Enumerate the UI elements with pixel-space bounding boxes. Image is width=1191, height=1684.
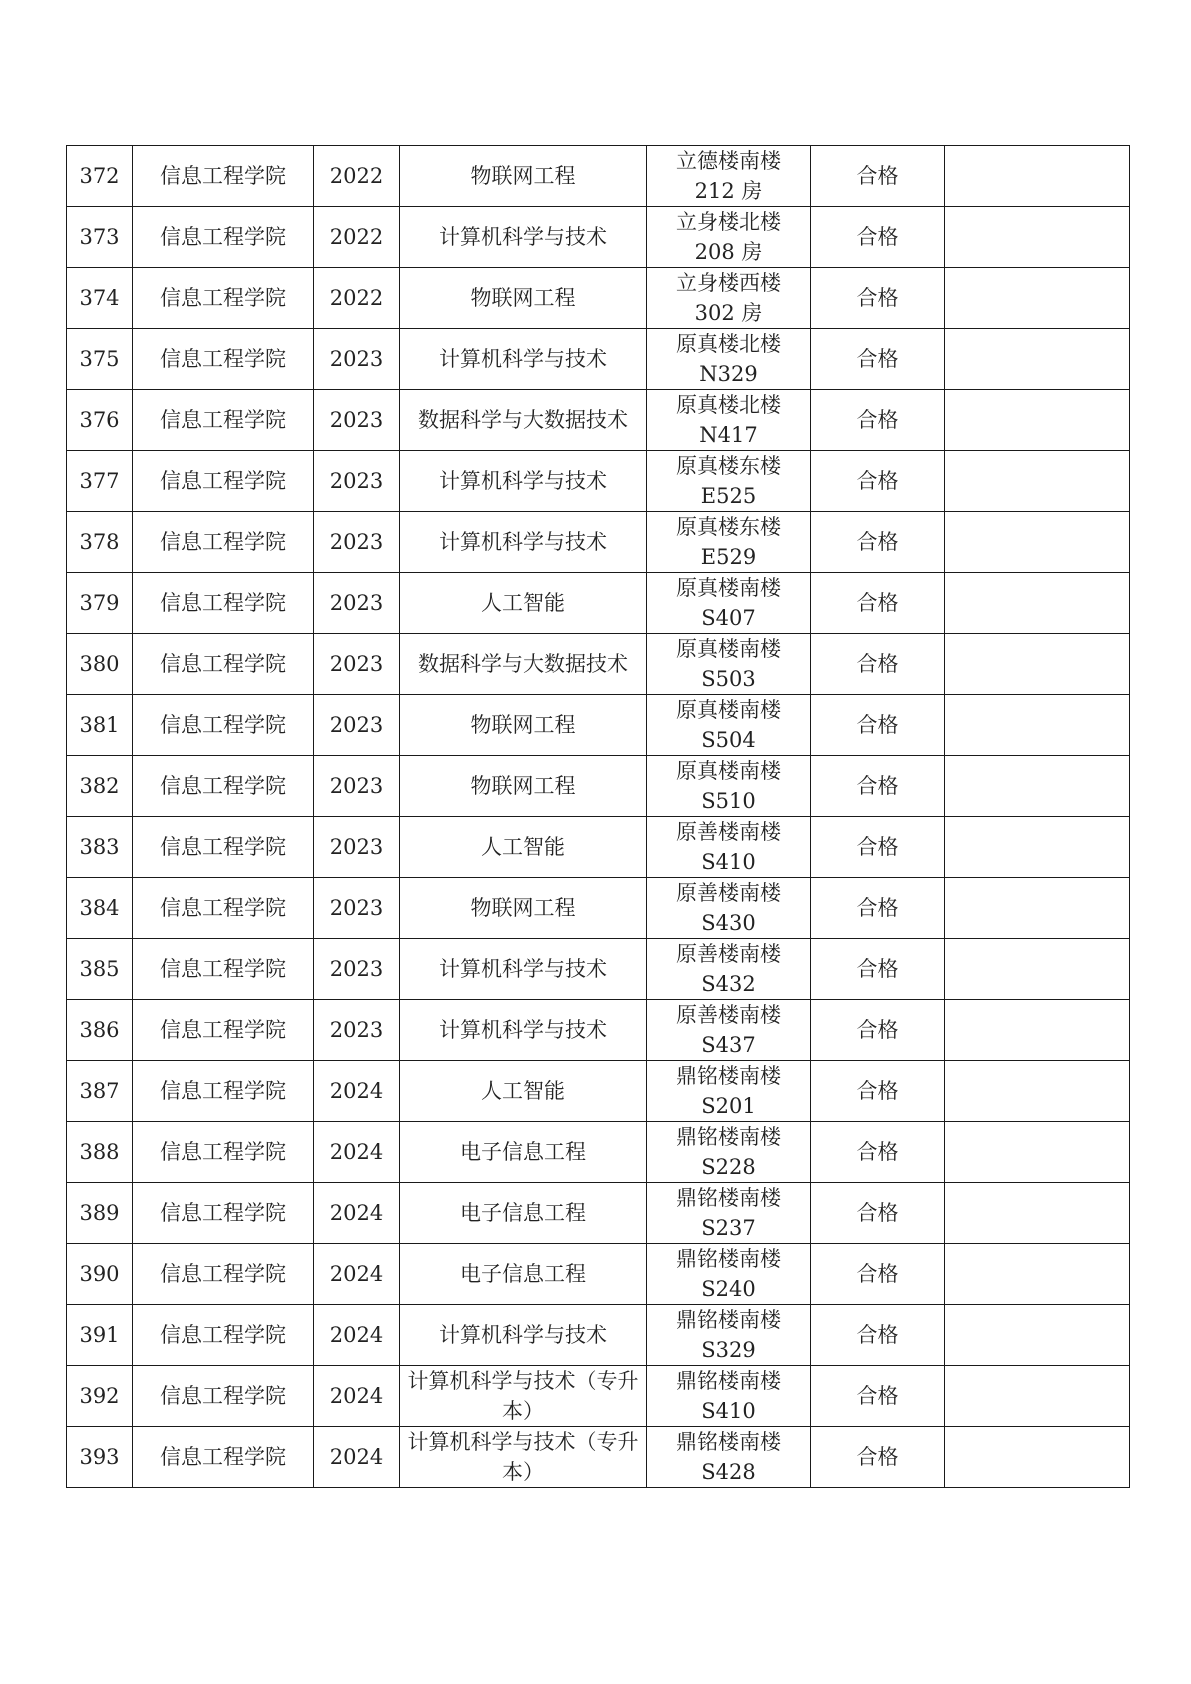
cell-number: 389 [67, 1183, 133, 1244]
cell-remark [945, 573, 1130, 634]
cell-result: 合格 [811, 1122, 945, 1183]
room-building: 原善楼南楼 [676, 820, 781, 844]
cell-college: 信息工程学院 [133, 695, 314, 756]
cell-college: 信息工程学院 [133, 1244, 314, 1305]
cell-year: 2023 [314, 512, 400, 573]
room-number: S430 [701, 911, 756, 935]
cell-year: 2024 [314, 1061, 400, 1122]
cell-room [647, 634, 811, 695]
room-building: 原善楼南楼 [676, 1003, 781, 1027]
cell-college: 信息工程学院 [133, 573, 314, 634]
table-row [67, 939, 1130, 1000]
cell-room [647, 390, 811, 451]
cell-remark [945, 329, 1130, 390]
cell-remark [945, 695, 1130, 756]
cell-major: 计算机科学与技术 [400, 1305, 647, 1366]
cell-number: 386 [67, 1000, 133, 1061]
room-building: 立身楼西楼 [676, 271, 781, 295]
cell-room [647, 146, 811, 207]
cell-major: 计算机科学与技术 [400, 939, 647, 1000]
cell-number: 382 [67, 756, 133, 817]
room-building: 鼎铭楼南楼 [676, 1125, 781, 1149]
cell-room [647, 1183, 811, 1244]
cell-number: 375 [67, 329, 133, 390]
cell-number: 385 [67, 939, 133, 1000]
room-number: S503 [701, 667, 756, 691]
cell-number: 376 [67, 390, 133, 451]
cell-room [647, 329, 811, 390]
cell-result: 合格 [811, 207, 945, 268]
cell-result: 合格 [811, 329, 945, 390]
cell-college: 信息工程学院 [133, 817, 314, 878]
cell-year: 2024 [314, 1305, 400, 1366]
cell-college: 信息工程学院 [133, 1305, 314, 1366]
cell-room [647, 1061, 811, 1122]
table-row [67, 207, 1130, 268]
room-building: 原真楼东楼 [676, 454, 781, 478]
cell-result: 合格 [811, 695, 945, 756]
room-number: S428 [701, 1460, 756, 1484]
cell-result: 合格 [811, 1000, 945, 1061]
cell-number: 378 [67, 512, 133, 573]
cell-major: 物联网工程 [400, 695, 647, 756]
room-building: 原真楼北楼 [676, 332, 781, 356]
cell-major: 计算机科学与技术 [400, 1000, 647, 1061]
cell-number: 387 [67, 1061, 133, 1122]
cell-major: 计算机科学与技术 [400, 329, 647, 390]
dormitory-inspection-table [66, 145, 1130, 1488]
cell-major: 物联网工程 [400, 146, 647, 207]
cell-year: 2023 [314, 1000, 400, 1061]
cell-year: 2023 [314, 878, 400, 939]
cell-year: 2024 [314, 1183, 400, 1244]
room-number: S504 [701, 728, 756, 752]
cell-major: 人工智能 [400, 1061, 647, 1122]
cell-remark [945, 939, 1130, 1000]
cell-remark [945, 817, 1130, 878]
room-building: 原真楼南楼 [676, 759, 781, 783]
cell-remark [945, 1366, 1130, 1427]
cell-year: 2023 [314, 573, 400, 634]
room-building: 鼎铭楼南楼 [676, 1186, 781, 1210]
cell-result: 合格 [811, 512, 945, 573]
table-row [67, 634, 1130, 695]
cell-remark [945, 756, 1130, 817]
cell-major: 电子信息工程 [400, 1183, 647, 1244]
room-number: S510 [701, 789, 756, 813]
room-building: 原真楼东楼 [676, 515, 781, 539]
cell-year: 2023 [314, 817, 400, 878]
cell-room [647, 573, 811, 634]
cell-result: 合格 [811, 1244, 945, 1305]
cell-result: 合格 [811, 451, 945, 512]
cell-room [647, 939, 811, 1000]
cell-college: 信息工程学院 [133, 451, 314, 512]
cell-result: 合格 [811, 634, 945, 695]
cell-number: 384 [67, 878, 133, 939]
table-row [67, 512, 1130, 573]
cell-year: 2023 [314, 390, 400, 451]
cell-result: 合格 [811, 817, 945, 878]
table-body [67, 146, 1130, 1488]
cell-room [647, 268, 811, 329]
table-row [67, 817, 1130, 878]
cell-college: 信息工程学院 [133, 756, 314, 817]
cell-college: 信息工程学院 [133, 1122, 314, 1183]
cell-college: 信息工程学院 [133, 878, 314, 939]
cell-number: 381 [67, 695, 133, 756]
cell-college: 信息工程学院 [133, 146, 314, 207]
table-row [67, 390, 1130, 451]
cell-room [647, 1244, 811, 1305]
table-row [67, 1305, 1130, 1366]
room-number: S240 [701, 1277, 756, 1301]
table-row [67, 1366, 1130, 1427]
table-row [67, 329, 1130, 390]
cell-number: 390 [67, 1244, 133, 1305]
cell-major: 计算机科学与技术 [400, 451, 647, 512]
cell-college: 信息工程学院 [133, 329, 314, 390]
cell-remark [945, 1244, 1130, 1305]
cell-major: 物联网工程 [400, 756, 647, 817]
room-building: 原善楼南楼 [676, 942, 781, 966]
cell-result: 合格 [811, 878, 945, 939]
cell-college: 信息工程学院 [133, 268, 314, 329]
room-building: 原真楼南楼 [676, 698, 781, 722]
room-number: S410 [701, 850, 756, 874]
room-number: N329 [699, 362, 758, 386]
room-building: 原真楼北楼 [676, 393, 781, 417]
cell-remark [945, 451, 1130, 512]
room-building: 鼎铭楼南楼 [676, 1247, 781, 1271]
cell-college: 信息工程学院 [133, 1366, 314, 1427]
table-row [67, 1183, 1130, 1244]
cell-year: 2023 [314, 329, 400, 390]
cell-college: 信息工程学院 [133, 1061, 314, 1122]
cell-room [647, 451, 811, 512]
room-number: S201 [701, 1094, 756, 1118]
cell-room [647, 695, 811, 756]
cell-remark [945, 634, 1130, 695]
cell-room [647, 1366, 811, 1427]
cell-room [647, 1000, 811, 1061]
cell-major: 计算机科学与技术（专升本） [400, 1366, 647, 1427]
cell-year: 2023 [314, 756, 400, 817]
cell-number: 391 [67, 1305, 133, 1366]
cell-major: 物联网工程 [400, 878, 647, 939]
cell-year: 2023 [314, 939, 400, 1000]
cell-remark [945, 390, 1130, 451]
cell-major: 数据科学与大数据技术 [400, 634, 647, 695]
room-building: 鼎铭楼南楼 [676, 1064, 781, 1088]
room-building: 原善楼南楼 [676, 881, 781, 905]
cell-college: 信息工程学院 [133, 1000, 314, 1061]
room-building: 鼎铭楼南楼 [676, 1308, 781, 1332]
cell-year: 2022 [314, 268, 400, 329]
cell-college: 信息工程学院 [133, 207, 314, 268]
cell-room [647, 756, 811, 817]
cell-result: 合格 [811, 1427, 945, 1488]
room-number: E529 [700, 545, 757, 569]
table-row [67, 573, 1130, 634]
cell-result: 合格 [811, 939, 945, 1000]
cell-remark [945, 207, 1130, 268]
cell-result: 合格 [811, 268, 945, 329]
cell-college: 信息工程学院 [133, 939, 314, 1000]
table-row [67, 756, 1130, 817]
cell-number: 380 [67, 634, 133, 695]
table-row [67, 1000, 1130, 1061]
room-building: 鼎铭楼南楼 [676, 1430, 781, 1454]
room-number: N417 [699, 423, 758, 447]
room-number: S407 [701, 606, 756, 630]
room-number: S432 [701, 972, 756, 996]
cell-room [647, 817, 811, 878]
cell-number: 373 [67, 207, 133, 268]
cell-remark [945, 146, 1130, 207]
cell-major: 计算机科学与技术 [400, 512, 647, 573]
cell-remark [945, 1183, 1130, 1244]
cell-remark [945, 1122, 1130, 1183]
cell-remark [945, 1305, 1130, 1366]
room-building: 鼎铭楼南楼 [676, 1369, 781, 1393]
table-row [67, 1244, 1130, 1305]
table-row [67, 1122, 1130, 1183]
table-row [67, 268, 1130, 329]
room-number: 212 房 [694, 179, 763, 203]
cell-major: 电子信息工程 [400, 1122, 647, 1183]
cell-result: 合格 [811, 1305, 945, 1366]
cell-room [647, 1122, 811, 1183]
cell-major: 电子信息工程 [400, 1244, 647, 1305]
cell-major: 物联网工程 [400, 268, 647, 329]
room-building: 立身楼北楼 [676, 210, 781, 234]
cell-number: 372 [67, 146, 133, 207]
cell-college: 信息工程学院 [133, 390, 314, 451]
room-number: S329 [701, 1338, 756, 1362]
cell-result: 合格 [811, 1061, 945, 1122]
cell-remark [945, 1427, 1130, 1488]
room-number: 208 房 [694, 240, 763, 264]
cell-room [647, 512, 811, 573]
room-number: S437 [701, 1033, 756, 1057]
cell-remark [945, 878, 1130, 939]
cell-year: 2024 [314, 1366, 400, 1427]
cell-number: 377 [67, 451, 133, 512]
table-row [67, 146, 1130, 207]
cell-year: 2023 [314, 451, 400, 512]
cell-major: 数据科学与大数据技术 [400, 390, 647, 451]
cell-year: 2023 [314, 695, 400, 756]
cell-major: 计算机科学与技术 [400, 207, 647, 268]
cell-college: 信息工程学院 [133, 1427, 314, 1488]
cell-year: 2024 [314, 1122, 400, 1183]
cell-result: 合格 [811, 1183, 945, 1244]
cell-college: 信息工程学院 [133, 1183, 314, 1244]
room-number: S228 [701, 1155, 756, 1179]
room-number: S410 [701, 1399, 756, 1423]
cell-major: 计算机科学与技术（专升本） [400, 1427, 647, 1488]
room-building: 原真楼南楼 [676, 637, 781, 661]
room-number: S237 [701, 1216, 756, 1240]
table-row [67, 451, 1130, 512]
cell-remark [945, 512, 1130, 573]
table-row [67, 695, 1130, 756]
cell-room [647, 878, 811, 939]
cell-college: 信息工程学院 [133, 512, 314, 573]
cell-result: 合格 [811, 573, 945, 634]
table-row [67, 1061, 1130, 1122]
room-building: 立德楼南楼 [676, 149, 781, 173]
cell-remark [945, 268, 1130, 329]
cell-year: 2023 [314, 634, 400, 695]
cell-remark [945, 1061, 1130, 1122]
cell-result: 合格 [811, 756, 945, 817]
cell-major: 人工智能 [400, 817, 647, 878]
cell-college: 信息工程学院 [133, 634, 314, 695]
cell-year: 2022 [314, 207, 400, 268]
cell-number: 374 [67, 268, 133, 329]
cell-major: 人工智能 [400, 573, 647, 634]
cell-result: 合格 [811, 146, 945, 207]
cell-room [647, 1427, 811, 1488]
room-building: 原真楼南楼 [676, 576, 781, 600]
room-number: 302 房 [694, 301, 763, 325]
cell-number: 392 [67, 1366, 133, 1427]
cell-result: 合格 [811, 390, 945, 451]
cell-number: 393 [67, 1427, 133, 1488]
cell-result: 合格 [811, 1366, 945, 1427]
cell-number: 388 [67, 1122, 133, 1183]
cell-number: 379 [67, 573, 133, 634]
table-row [67, 878, 1130, 939]
room-number: E525 [700, 484, 757, 508]
cell-year: 2024 [314, 1427, 400, 1488]
cell-remark [945, 1000, 1130, 1061]
cell-year: 2024 [314, 1244, 400, 1305]
cell-number: 383 [67, 817, 133, 878]
cell-room [647, 207, 811, 268]
cell-year: 2022 [314, 146, 400, 207]
table-row [67, 1427, 1130, 1488]
cell-room [647, 1305, 811, 1366]
